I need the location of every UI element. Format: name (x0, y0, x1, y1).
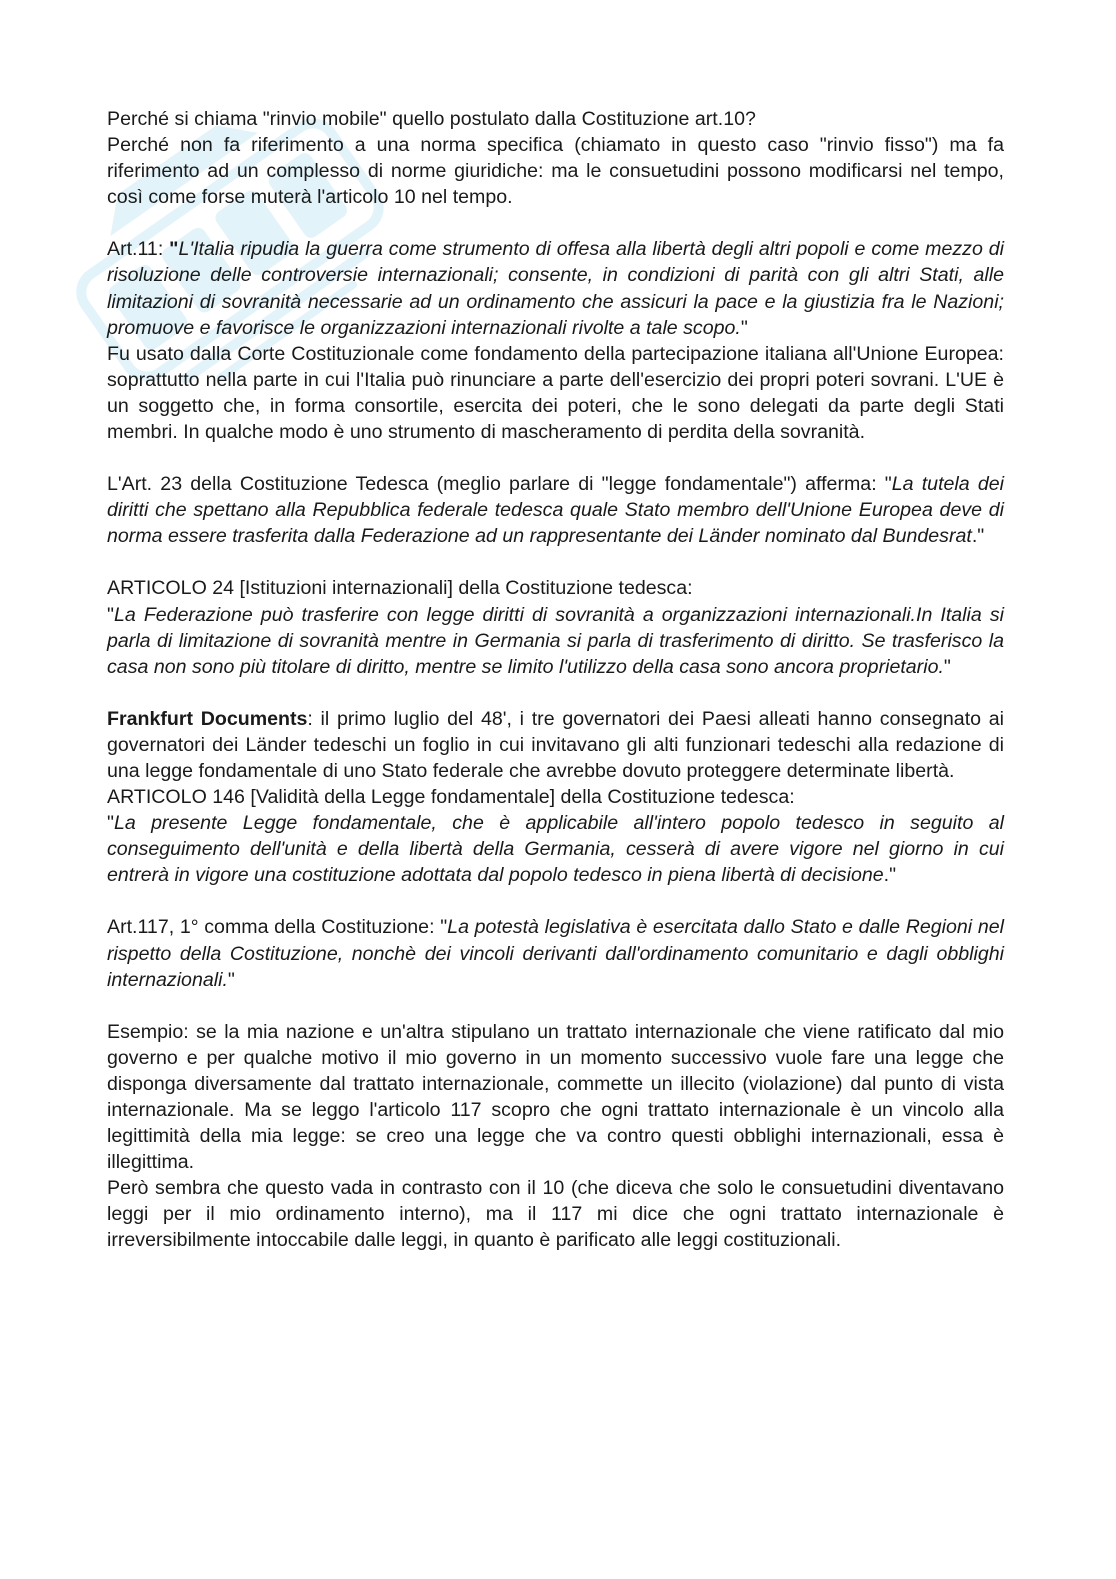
answer-paragraph: Perché non fa riferimento a una norma specifica (chiamato in questo caso "rinvio fisso") ma fa riferimento ad un complesso di norme giuridiche: ma le consuetudini possono modificarsi nel tempo, così come forse muterà l'articolo 10 nel tempo. (107, 134, 1004, 209)
art24-close-quote: " (943, 655, 951, 678)
art24-heading: ARTICOLO 24 [Istituzioni internazionali] della Costituzione tedesca: (107, 577, 693, 600)
art117-lead: Art.117, 1° comma della Costituzione: " (107, 916, 448, 939)
paragraph-gap (107, 445, 1004, 471)
document-page (107, 106, 1004, 1254)
art23-close: ." (971, 525, 985, 548)
contrast-paragraph: Però sembra che questo vada in contrasto con il 10 (che diceva che solo le consuetudini diventavano leggi per il mio ordinamento interno), ma il 117 mi dice che ogni trattato internazionale è irreversibilmente intoccabile dalle leggi, in quanto è parificato alle leggi costituzionali. (107, 1177, 1004, 1252)
art11-quote: L'Italia ripudia la guerra come strumento di offesa alla libertà degli altri popoli e come mezzo di risoluzione delle controversie internazionali; consente, in condizioni di parità con gli altri Stati, alle limitazioni di sovranità necessarie ad un ordinamento che assicuri la pace e la giustizia fra le Nazioni; promuove e favorisce le organizzazioni internazionali rivolte a tale scopo. (107, 238, 1004, 339)
frankfurt-text: : il primo luglio del 48', i tre governatori dei Paesi alleati hanno consegnato ai governatori dei Länder tedeschi un foglio in cui invitavano gli alti funzionari tedeschi alla redazione di una legge fondamentale di uno Stato federale che avrebbe dovuto proteggere determinate libertà. (107, 707, 1004, 782)
frankfurt-paragraph (107, 706, 1004, 784)
art24-paragraph (107, 602, 1004, 680)
paragraph-gap (107, 680, 1004, 706)
art23-lead: L'Art. 23 della Costituzione Tedesca (meglio parlare di "legge fondamentale") afferma: " (107, 473, 892, 496)
art117-paragraph (107, 914, 1004, 992)
paragraph-gap (107, 549, 1004, 575)
art11-close-quote: " (740, 316, 748, 339)
art11-lead: Art.11: (107, 238, 170, 261)
example-paragraph: Esempio: se la mia nazione e un'altra stipulano un trattato internazionale che viene ratificato dal mio governo e per qualche motivo il mio governo in un momento successivo vuole fare una legge che disponga diversamente dal trattato internazionale, commette un illecito (violazione) dal punto di vista internazionale. Ma se leggo l'articolo 117 scopro che ogni trattato internazionale è un vincolo alla legittimità della mia legge: se creo una legge che va contro questi obblighi internazionali, essa è illegittima. (107, 1020, 1004, 1174)
question-paragraph: Perché si chiama "rinvio mobile" quello postulato dalla Costituzione art.10? (107, 108, 756, 130)
paragraph-gap (107, 888, 1004, 914)
art24-quote: La Federazione può trasferire con legge diritti di sovranità a organizzazioni internazionali.In Italia si parla di limitazione di sovranità mentre in Germania si parla di trasferimento di diritto. Se trasferisco la casa non sono più titolare di diritto, mentre se limito l'utilizzo della casa sono ancora proprietario. (107, 603, 1004, 678)
art146-close: ." (883, 864, 897, 887)
art11-comment: Fu usato dalla Corte Costituzionale come fondamento della partecipazione italiana all'Unione Europea: soprattutto nella parte in cui l'Italia può rinunciare a parte dell'esercizio dei propri poteri sovrani. L'UE è un soggetto che, in forma consortile, esercita dei poteri, che le sono delegati da parte degli Stati membri. In qualche modo è uno strumento di mascheramento di perdita della sovranità. (107, 342, 1004, 444)
art146-paragraph (107, 810, 1004, 888)
frankfurt-bold-lead: Frankfurt Documents (107, 707, 308, 730)
art117-close: " (227, 968, 235, 991)
paragraph-gap (107, 210, 1004, 236)
art11-paragraph (107, 236, 1004, 340)
art146-open-quote: " (107, 812, 114, 835)
art146-heading: ARTICOLO 146 [Validità della Legge fondamentale] della Costituzione tedesca: (107, 786, 795, 809)
art117-quote: La potestà legislativa è esercitata dallo Stato e dalle Regioni nel rispetto della Costituzione, nonchè dei vincoli derivanti dall'ordinamento comunitario e dagli obblighi internazionali. (107, 916, 1004, 991)
art24-open-quote: " (107, 603, 114, 626)
art11-open-quote: " (169, 238, 179, 261)
art146-quote: La presente Legge fondamentale, che è applicabile all'intero popolo tedesco in seguito al conseguimento dell'unità e della libertà della Germania, cesserà di avere vigore nel giorno in cui entrerà in vigore una costituzione adottata dal popolo tedesco in piena libertà di decisione (107, 812, 1004, 887)
art23-paragraph (107, 471, 1004, 549)
art23-quote: La tutela dei diritti che spettano alla Repubblica federale tedesca quale Stato membro dell'Unione Europea deve di norma essere trasferita dalla Federazione ad un rappresentante dei Länder nominato dal Bundesrat (107, 473, 1004, 548)
paragraph-gap (107, 993, 1004, 1019)
